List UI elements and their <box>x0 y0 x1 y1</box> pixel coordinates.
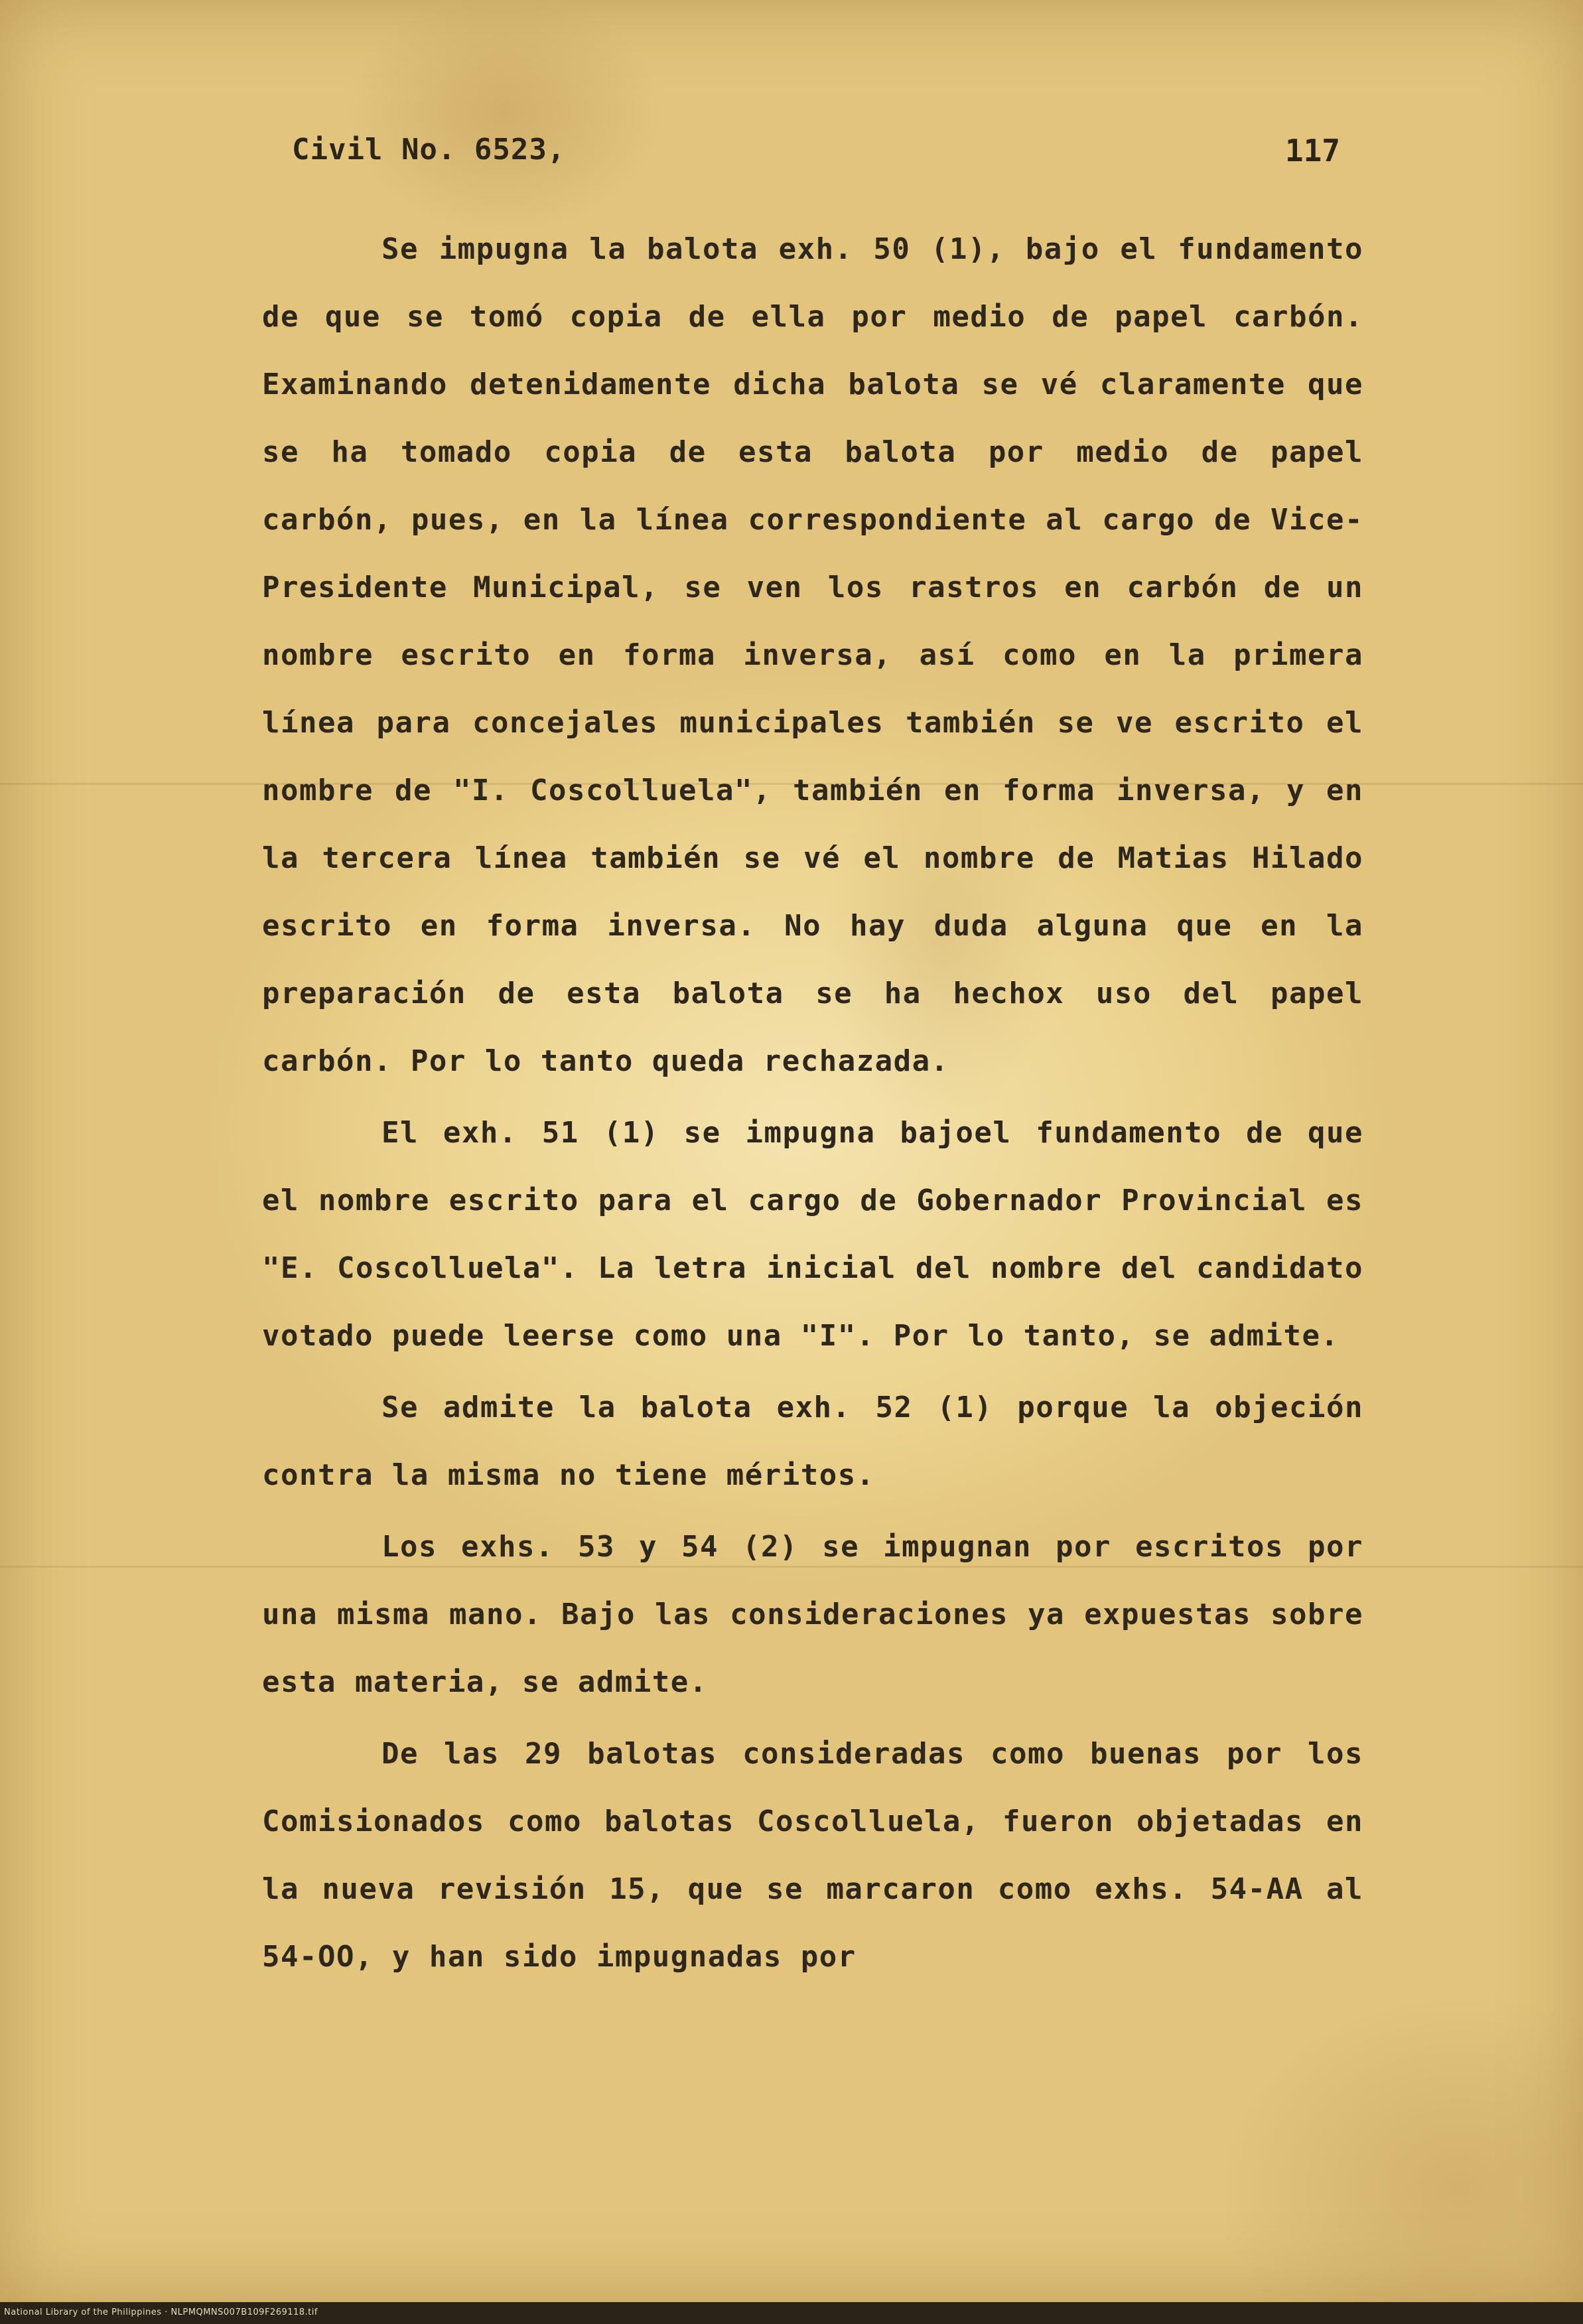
paragraph-exh-51: El exh. 51 (1) se impugna bajoel fundamento de que el nombre escrito para el cargo de Gobernador Provincial es "E. Coscolluela". La letra inicial del nombre del candidato votado puede leerse como una "I". Por lo tanto, se admite. <box>262 1116 1363 1353</box>
page-number: 117 <box>1284 133 1340 169</box>
paragraph-29-balotas: De las 29 balotas consideradas como buenas por los Comisionados como balotas Coscolluela, fueron objetadas en la nueva revisión 15, que se marcaron como exhs. 54-AA al 54-OO, y han sido impugnadas por <box>262 1737 1363 1974</box>
paragraph-exhs-53-54: Los exhs. 53 y 54 (2) se impugnan por escritos por una misma mano. Bajo las consideraciones ya expuestas sobre esta materia, se admite. <box>262 1530 1363 1699</box>
case-number: Civil No. 6523, <box>292 133 566 167</box>
paragraph-exh-50: Se impugna la balota exh. 50 (1), bajo el fundamento de que se tomó copia de ella por medio de papel carbón. Examinando detenidamente dicha balota se vé claramente que se ha tomado copia de esta balota por medio de papel carbón, pues, en la línea correspondiente al cargo de Vice-Presidente Municipal, se ven los rastros en carbón de un nombre escrito en forma inversa, así como en la primera línea para concejales municipales también se ve escrito el nombre de "I. Coscolluela", también en forma inversa, y en la tercera línea también se vé el nombre de Matias Hilado escrito en forma inversa. No hay duda alguna que en la preparación de esta balota se ha hechox uso del papel carbón. Por lo tanto queda rechazada. <box>262 232 1363 1078</box>
paragraph-exh-52: Se admite la balota exh. 52 (1) porque la objeción contra la misma no tiene méritos. <box>262 1391 1363 1492</box>
page-header <box>292 133 1340 186</box>
scan-credit: National Library of the Philippines · NLPMQMNS007B109F269118.tif <box>4 2307 318 2317</box>
document-body <box>262 216 1363 1995</box>
